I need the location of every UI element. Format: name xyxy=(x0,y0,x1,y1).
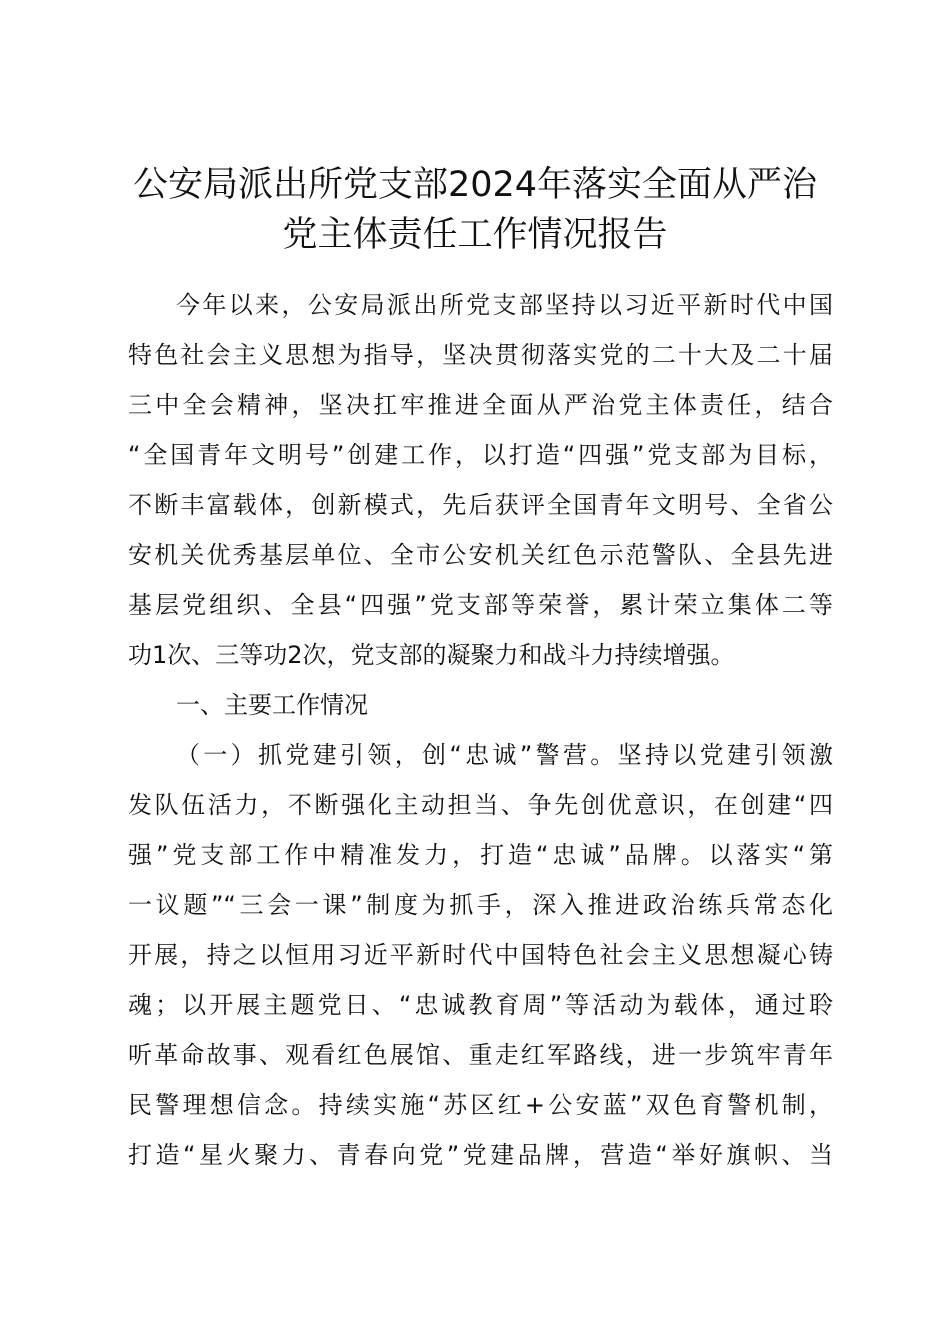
paragraph-2-line-9: 打造“星火聚力、青春向党”党建品牌，营造“举好旗帜、当 xyxy=(128,1141,833,1169)
paragraph-2-line-3: 强”党支部工作中精准发力，打造“忠诚”品牌。以落实“第 xyxy=(128,841,833,869)
document-title xyxy=(120,160,830,260)
paragraph-1-line-3: 三中全会精神，坚决扛牢推进全面从严治党主体责任，结合 xyxy=(128,391,833,419)
paragraph-2-line-5: 开展，持之以恒用习近平新时代中国特色社会主义思想凝心铸 xyxy=(128,941,833,969)
paragraph-2-line-8: 民警理想信念。持续实施“苏区红+公安蓝”双色育警机制， xyxy=(128,1091,833,1119)
paragraph-1-line-2: 特色社会主义思想为指导，坚决贯彻落实党的二十大及二十届 xyxy=(128,341,833,369)
paragraph-1-line-1: 今年以来，公安局派出所党支部坚持以习近平新时代中国 xyxy=(176,291,833,319)
paragraph-1-line-4: “全国青年文明号”创建工作，以打造“四强”党支部为目标， xyxy=(128,441,833,469)
paragraph-2-line-7: 听革命故事、观看红色展馆、重走红军路线，进一步筑牢青年 xyxy=(128,1041,833,1069)
paragraph-2-line-2: 发队伍活力，不断强化主动担当、争先创优意识，在创建“四 xyxy=(128,791,833,819)
title-line-1: 公安局派出所党支部2024年落实全面从严治 xyxy=(132,165,818,205)
paragraph-1-line-6: 安机关优秀基层单位、全市公安机关红色示范警队、全县先进 xyxy=(128,541,833,569)
section-heading: 一、主要工作情况 xyxy=(176,691,368,719)
paragraph-1-line-5: 不断丰富载体，创新模式，先后获评全国青年文明号、全省公 xyxy=(128,491,833,519)
document-body xyxy=(128,280,833,1180)
paragraph-1-line-7: 基层党组织、全县“四强”党支部等荣誉，累计荣立集体二等 xyxy=(128,591,833,619)
paragraph-2-line-1: （一）抓党建引领，创“忠诚”警营。坚持以党建引领激 xyxy=(176,741,833,769)
paragraph-1-line-8: 功1次、三等功2次，党支部的凝聚力和战斗力持续增强。 xyxy=(128,641,735,669)
paragraph-2-line-6: 魂；以开展主题党日、“忠诚教育周”等活动为载体，通过聆 xyxy=(128,991,833,1019)
title-line-2: 党主体责任工作情况报告 xyxy=(282,215,668,255)
paragraph-2-line-4: 一议题”“三会一课”制度为抓手，深入推进政治练兵常态化 xyxy=(128,891,833,919)
